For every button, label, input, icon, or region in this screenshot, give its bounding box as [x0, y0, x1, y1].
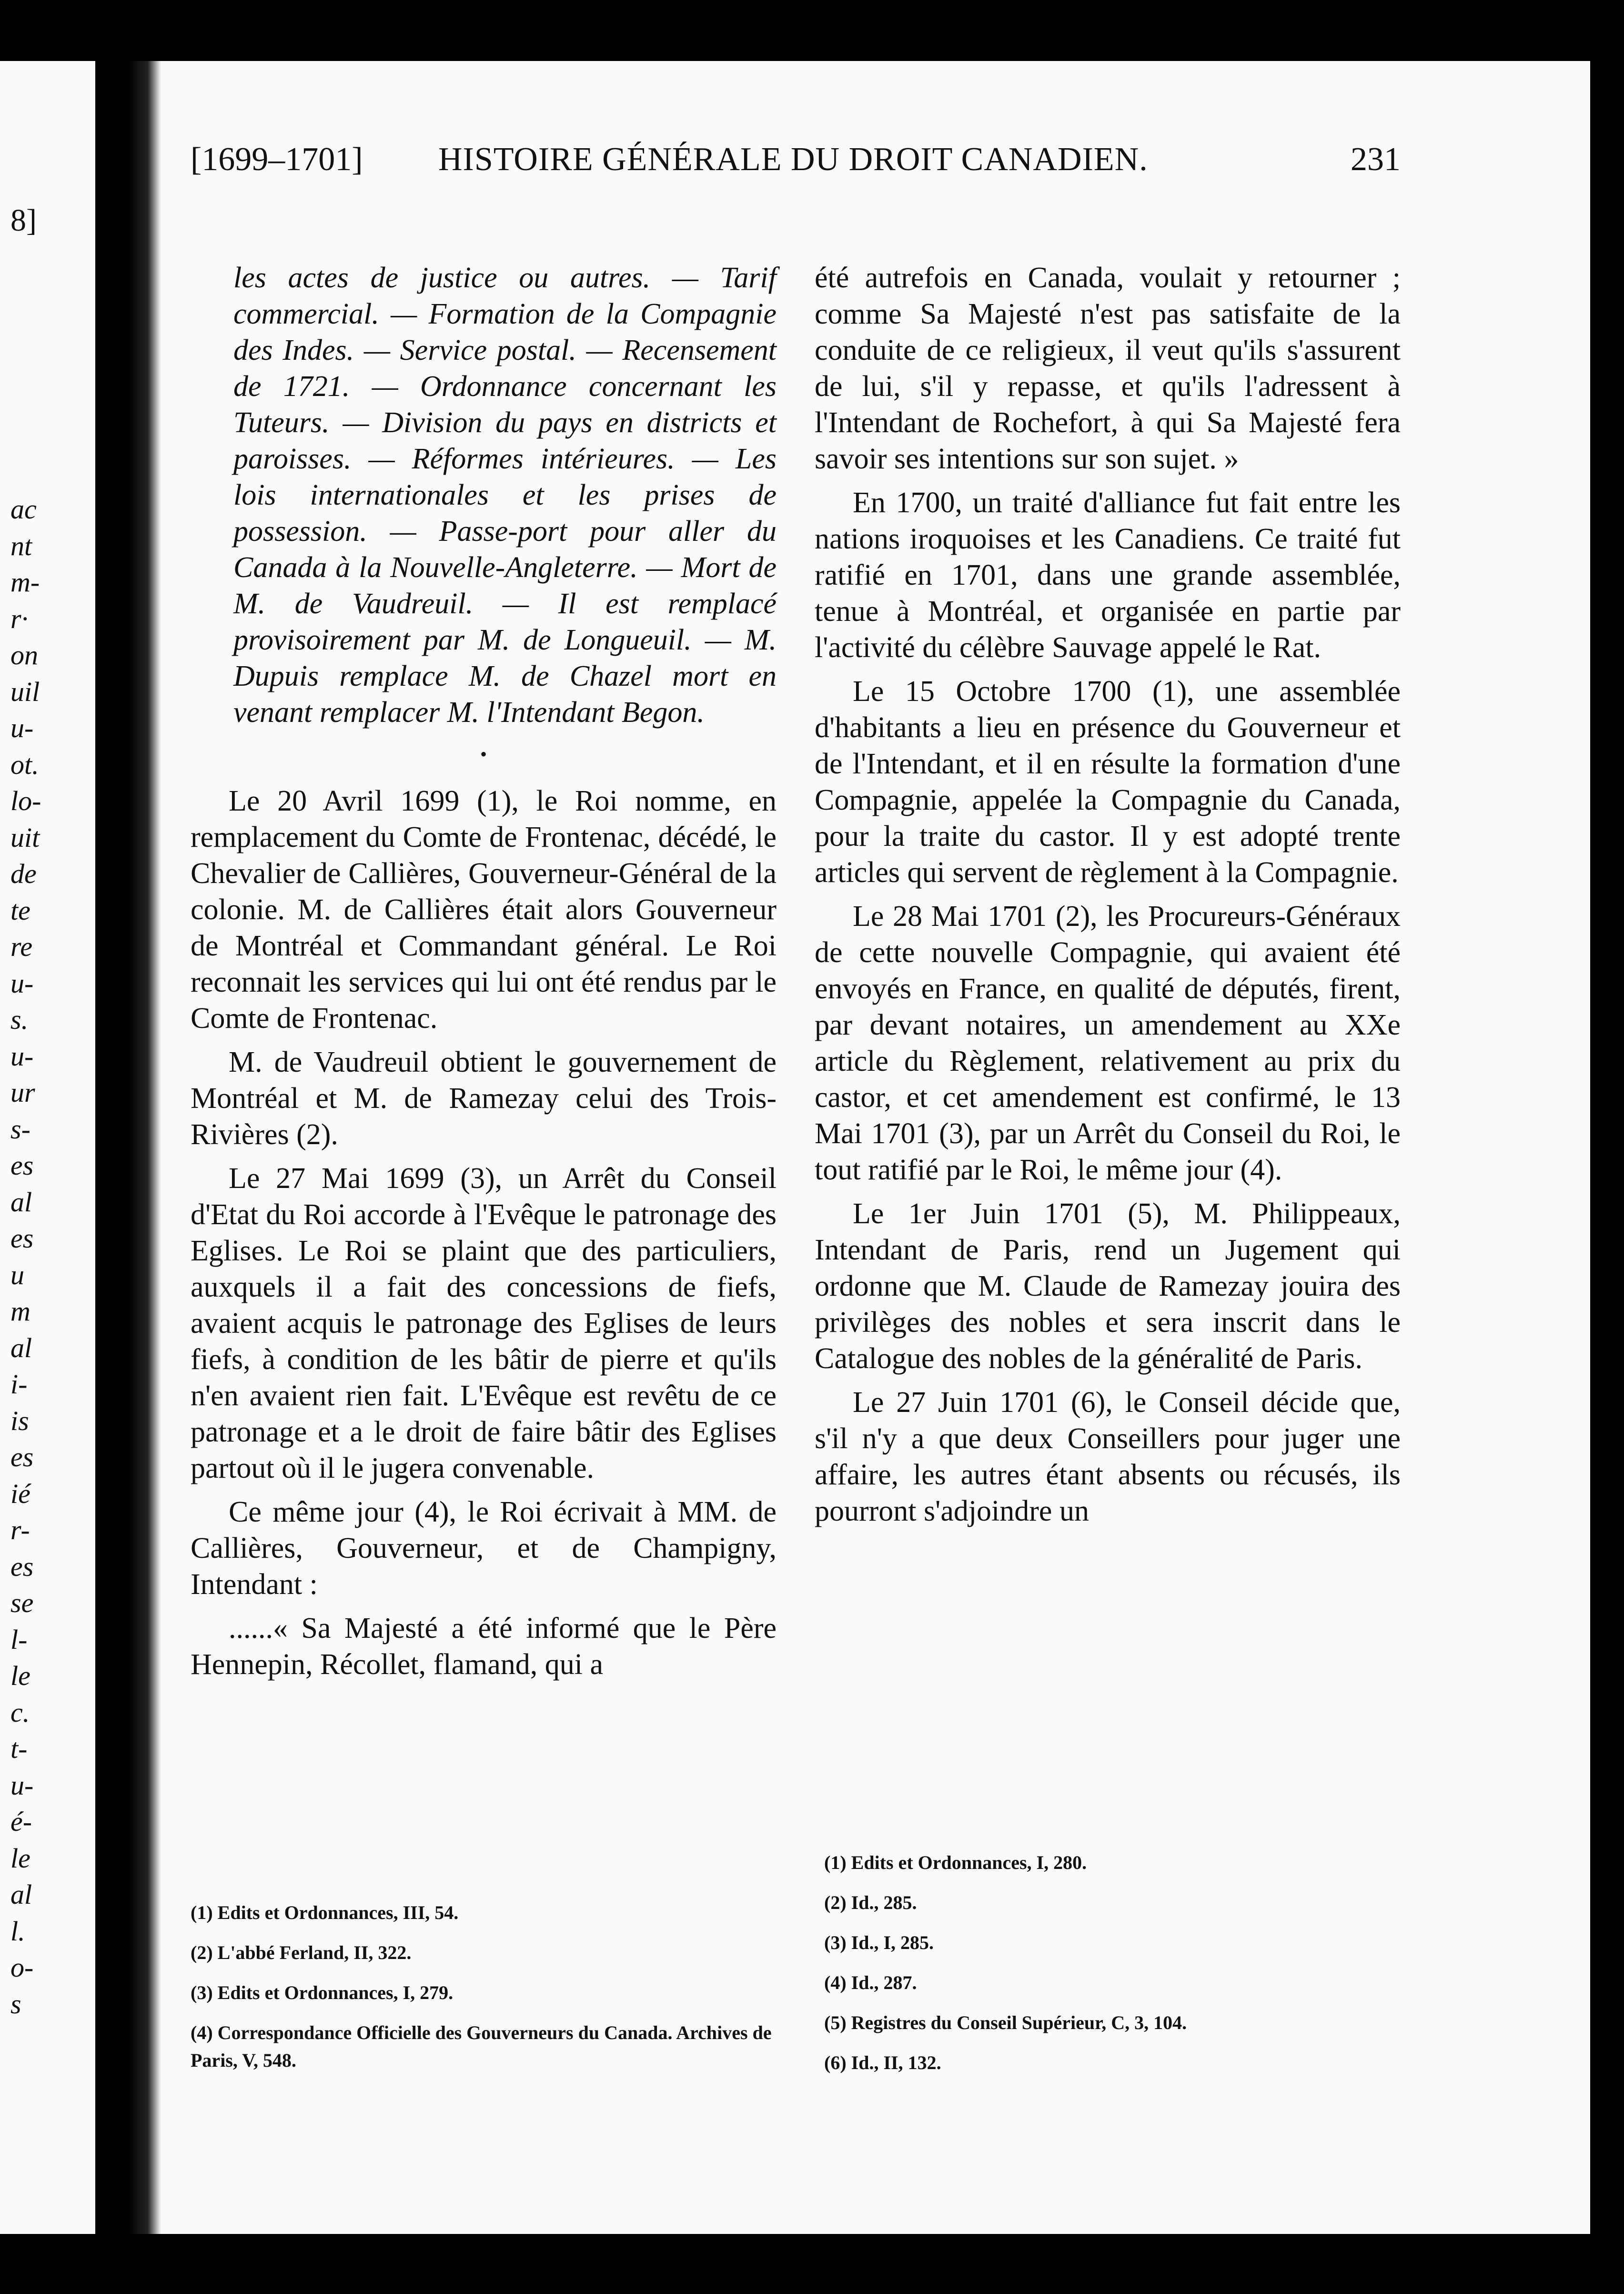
paragraph: été autrefois en Canada, voulait y retourner ; comme Sa Majesté n'est pas satisfaite de la conduite de ce religieux, il veut qu'ils s'assurent de lui, s'il y repasse, et qu'ils l'adressent à l'Intendant de Rochefort, à qui Sa Majesté fera savoir ses intentions sur son sujet. » — [815, 262, 1401, 475]
margin-fragment: uit — [10, 822, 40, 853]
margin-fragment: l- — [10, 1624, 28, 1655]
right-column — [815, 260, 1401, 1529]
section-separator: • — [480, 743, 487, 765]
margin-fragment: c. — [10, 1696, 30, 1728]
margin-fragment: u- — [10, 1769, 34, 1801]
margin-fragment: r· — [10, 603, 29, 634]
margin-fragment: l. — [10, 1915, 25, 1947]
footnote: (6) Id., II, 132. — [824, 2052, 941, 2073]
paragraph: Le 1er Juin 1701 (5), M. Philippeaux, Intendant de Paris, rend un Jugement qui ordonne que M. Claude de Ramezay jouira des privilèges des nobles et sera inscrit dans le Catalogue des nobles de la généralité de Paris. — [815, 1198, 1401, 1375]
paragraph: ......« Sa Majesté a été informé que le Père Hennepin, Récollet, flamand, qui a — [191, 1612, 777, 1681]
adjacent-page-number: 8] — [10, 203, 37, 238]
margin-fragment: al — [10, 1879, 32, 1910]
page-spine-shadow — [128, 61, 161, 2234]
margin-fragment: al — [10, 1186, 32, 1218]
margin-fragment: nt — [10, 530, 32, 561]
margin-fragment: es — [10, 1223, 34, 1254]
paragraph: Le 15 Octobre 1700 (1), une assemblée d'habitants a lieu en présence du Gouverneur et de l'Intendant, et il en résulte la formation d'une Compagnie, appelée la Compagnie du Canada, pour la traite du castor. Il y est adopté trente articles qui servent de règlement à la Compagnie. — [815, 675, 1401, 889]
margin-fragment: se — [10, 1587, 34, 1618]
page-number: 231 — [1351, 141, 1401, 178]
margin-fragment: t- — [10, 1733, 28, 1764]
footnote: (4) Correspondance Officielle des Gouverneurs du Canada. Archives de Paris, V, 548. — [191, 2022, 772, 2071]
margin-fragment: ac — [10, 494, 37, 525]
footnote: (3) Id., I, 285. — [824, 1932, 934, 1953]
footnote: (4) Id., 287. — [824, 1972, 917, 1993]
margin-fragment: s. — [10, 1004, 29, 1035]
margin-fragment: é- — [10, 1806, 32, 1837]
margin-fragment: on — [10, 639, 38, 670]
date-range: [1699–1701] — [191, 141, 363, 178]
margin-fragment: es — [10, 1551, 34, 1582]
margin-fragment: s- — [10, 1113, 30, 1145]
footnotes-left — [191, 1899, 777, 2087]
footnote: (2) L'abbé Ferland, II, 322. — [191, 1942, 412, 1963]
left-column — [191, 260, 777, 1683]
margin-fragment: u- — [10, 712, 34, 743]
margin-fragment: le — [10, 1842, 30, 1874]
margin-fragment: es — [10, 1441, 34, 1472]
footnote: (5) Registres du Conseil Supérieur, C, 3, 104. — [824, 2012, 1187, 2033]
margin-fragment: is — [10, 1405, 29, 1436]
paragraph: En 1700, un traité d'alliance fut fait entre les nations iroquoises et les Canadiens. Ce traité fut ratifié en 1701, dans une grande assemblée, tenue à Montréal, et organisée en partie par l'activité du célèbre Sauvage appelé le Rat. — [815, 487, 1401, 664]
footnote: (1) Edits et Ordonnances, I, 280. — [824, 1852, 1087, 1873]
margin-fragment: de — [10, 858, 37, 889]
chapter-summary: les actes de justice ou autres. — Tarif commercial. — Formation de la Compagnie des Indes. — Service postal. — Recensement de 1721. — Ordonnance concernant les Tuteurs. — Division du pays en districts et paroisses. — Réformes intérieures. — Les lois internationales et les prises de possession. — Passe-port pour aller du Canada à la Nouvelle-Angleterre. — Mort de M. de Vaudreuil. — Il est remplacé provisoirement par M. de Longueuil. — M. Dupuis remplace M. de Chazel mort en venant remplacer M. l'Intendant Begon. — [233, 262, 777, 729]
paragraph: Le 20 Avril 1699 (1), le Roi nomme, en remplacement du Comte de Frontenac, décédé, le Chevalier de Callières, Gouverneur-Général de la colonie. M. de Callières était alors Gouverneur de Montréal et Commandant général. Le Roi reconnait les services qui lui ont été rendus par le Comte de Frontenac. — [191, 785, 777, 1035]
margin-fragment: i- — [10, 1369, 28, 1400]
margin-fragment: s — [10, 1988, 21, 2020]
paragraph: M. de Vaudreuil obtient le gouvernement de Montréal et M. de Ramezay celui des Trois-Rivières (2). — [191, 1046, 777, 1151]
margin-fragment: es — [10, 1150, 34, 1181]
adjacent-page-strip — [0, 61, 95, 2234]
paragraph: Le 28 Mai 1701 (2), les Procureurs-Généraux de cette nouvelle Compagnie, qui avaient été envoyés en France, en qualité de députés, firent, par devant notaires, un amendement au XXe article du Règlement, relativement au prix du castor, et cet amendement est confirmé, le 13 Mai 1701 (3), par un Arrêt du Conseil du Roi, le tout ratifié par le Roi, le même jour (4). — [815, 900, 1401, 1186]
margin-fragment: te — [10, 894, 30, 926]
margin-fragment: m- — [10, 567, 40, 598]
book-title: HISTOIRE GÉNÉRALE DU DROIT CANADIEN. — [438, 141, 1148, 178]
margin-fragment: al — [10, 1332, 32, 1363]
margin-fragment: ur — [10, 1077, 35, 1108]
paragraph: Ce même jour (4), le Roi écrivait à MM. de Callières, Gouverneur, et de Champigny, Intendant : — [191, 1496, 777, 1601]
margin-fragment: u- — [10, 967, 34, 999]
running-head — [191, 138, 1401, 181]
margin-fragment: r- — [10, 1514, 30, 1545]
paragraph: Le 27 Juin 1701 (6), le Conseil décide que, s'il n'y a que deux Conseillers pour juger une affaire, les autres étant absents ou récusés, ils pourront s'adjoindre un — [815, 1386, 1401, 1527]
margin-fragment: o- — [10, 1952, 34, 1983]
footnote: (1) Edits et Ordonnances, III, 54. — [191, 1902, 459, 1923]
margin-fragment: ot. — [10, 749, 39, 780]
margin-fragment: le — [10, 1660, 30, 1691]
footnote: (3) Edits et Ordonnances, I, 279. — [191, 1982, 454, 2003]
margin-fragment: uil — [10, 676, 40, 707]
margin-fragment: m — [10, 1296, 30, 1327]
footnotes-right — [824, 1849, 1396, 2089]
margin-fragment: u — [10, 1259, 24, 1290]
paragraph: Le 27 Mai 1699 (3), un Arrêt du Conseil d'Etat du Roi accorde à l'Evêque le patronage des Eglises. Le Roi se plaint que des particuliers, auxquels il a fait des concessions de fiefs, avaient acquis le patronage des Eglises de leurs fiefs, à condition de les bâtir de pierre et qu'ils n'en avaient rien fait. L'Evêque est revêtu de ce patronage et a le droit de faire bâtir des Eglises partout où il le jugera convenable. — [191, 1162, 777, 1484]
margin-fragment: ié — [10, 1478, 30, 1509]
margin-fragment: lo- — [10, 785, 41, 816]
footnote: (2) Id., 285. — [824, 1892, 917, 1913]
margin-fragment: u- — [10, 1040, 34, 1072]
margin-fragment: re — [10, 931, 33, 962]
